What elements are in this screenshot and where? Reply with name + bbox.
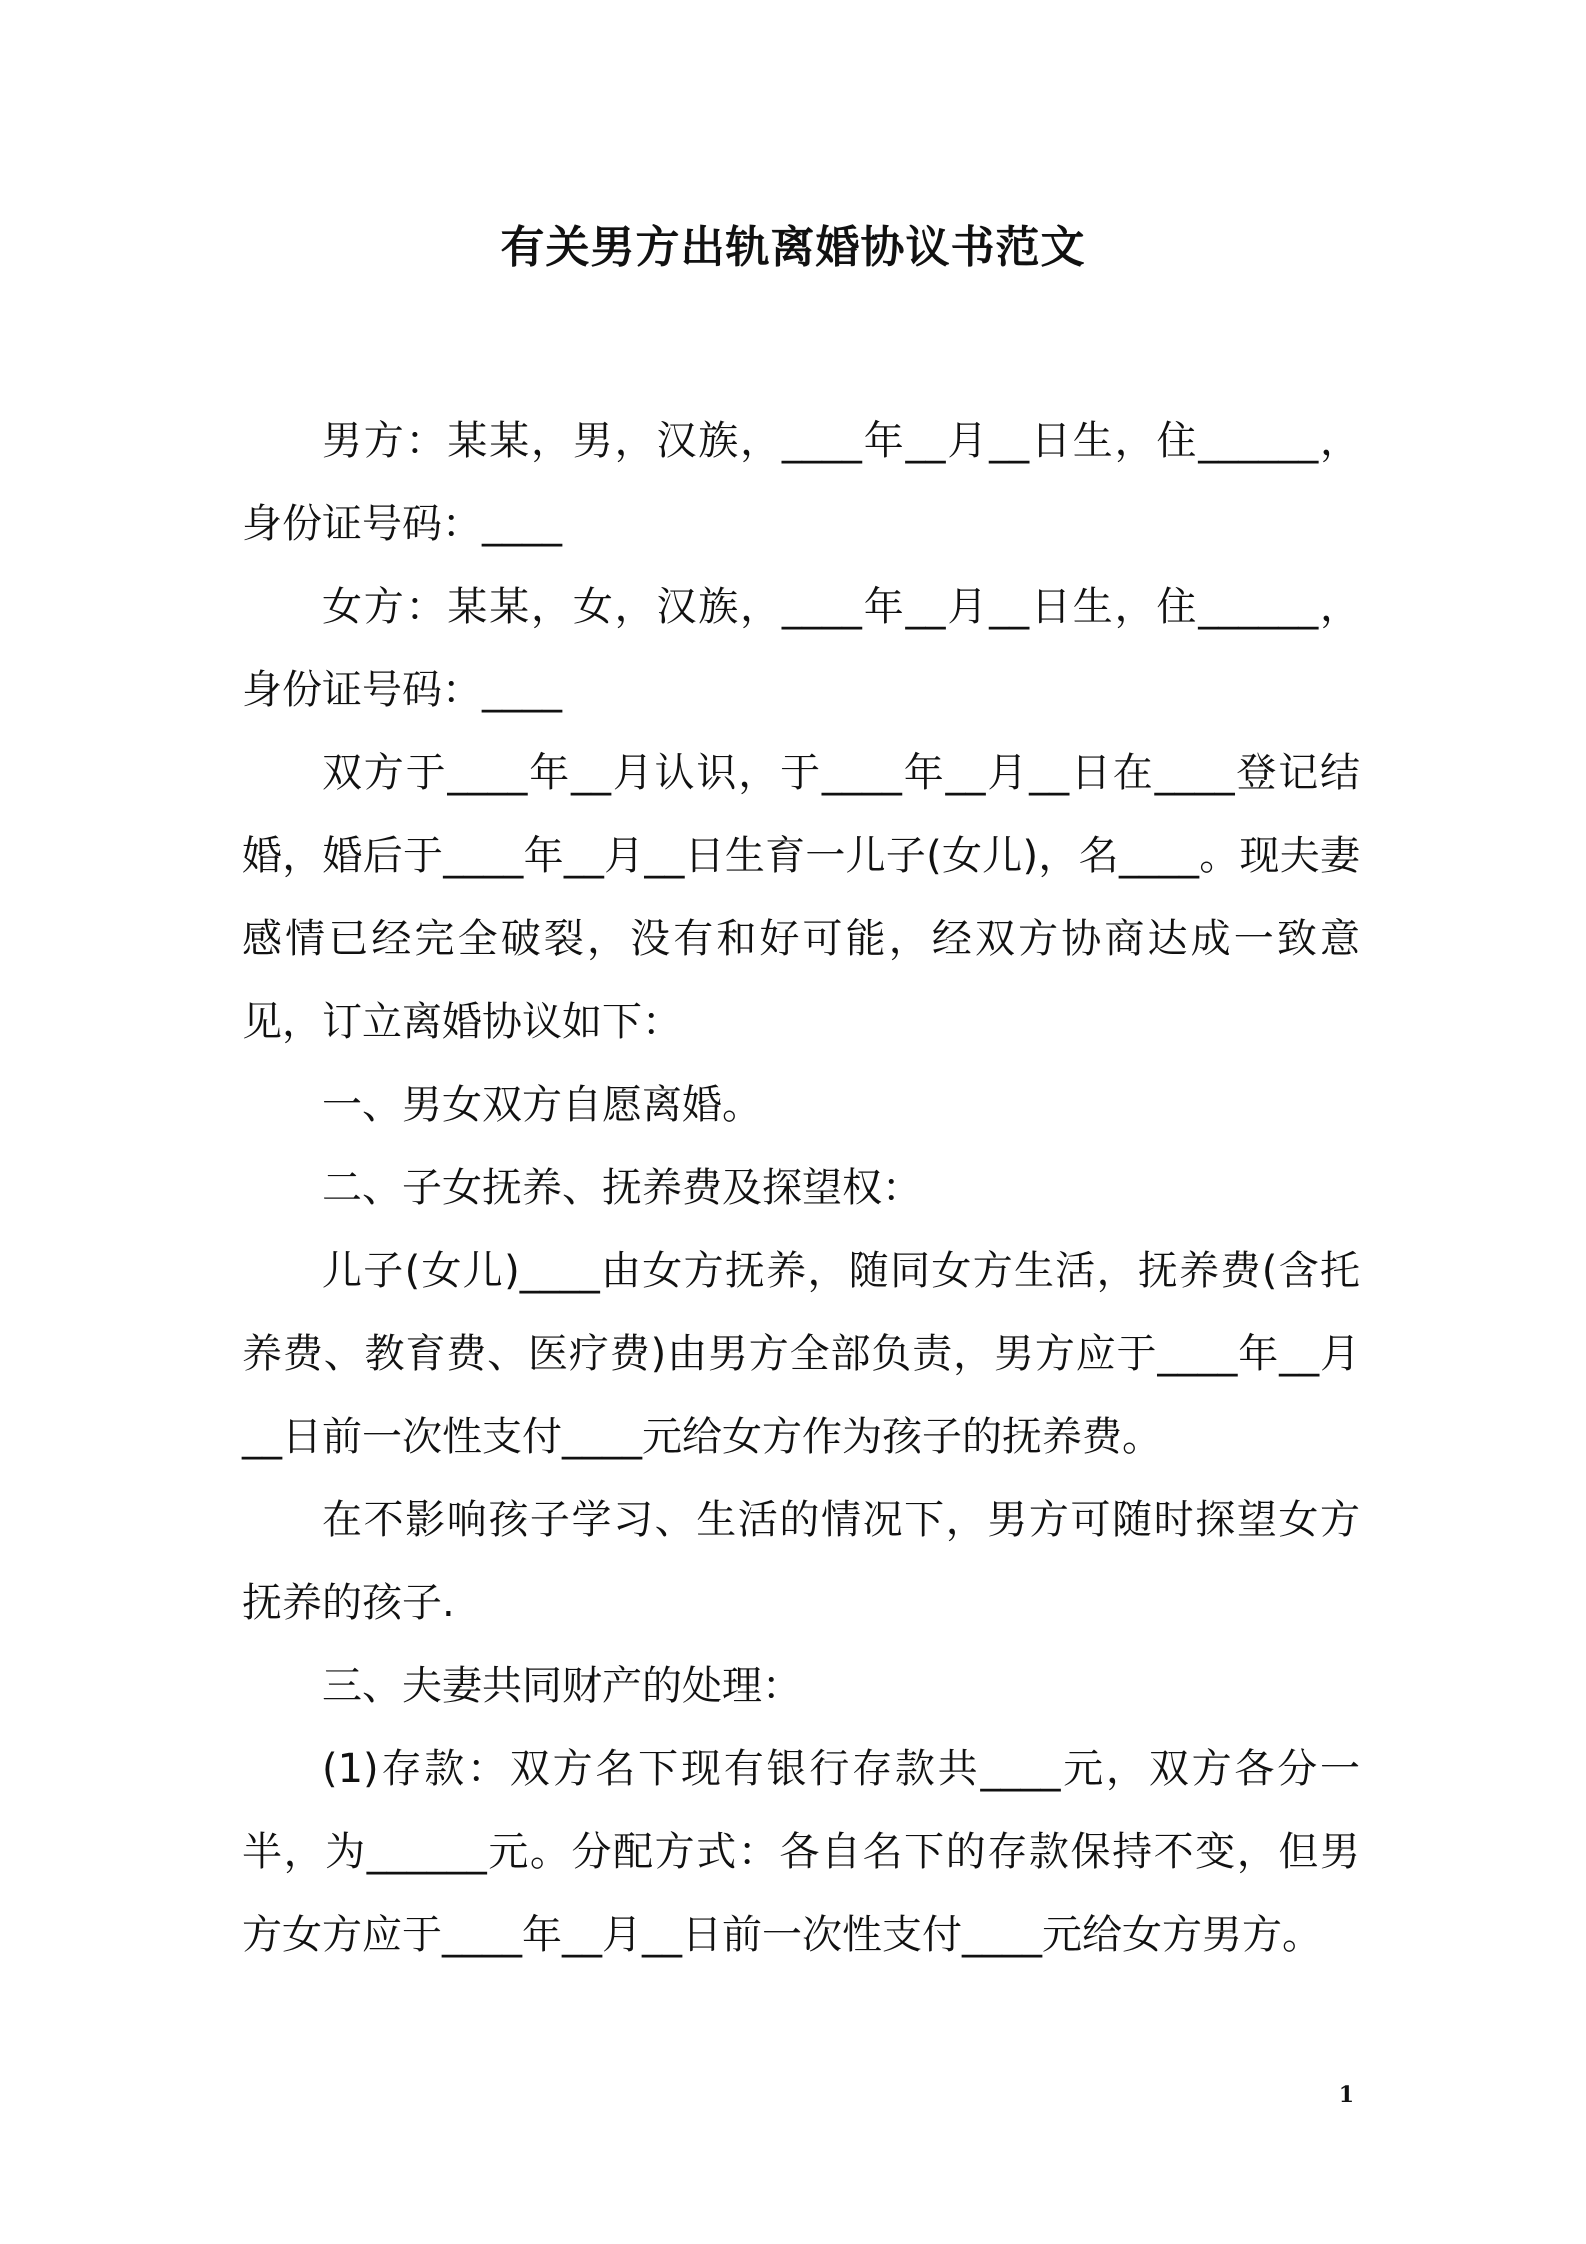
document-body bbox=[242, 400, 1360, 1977]
paragraph-male-party: 男方：某某，男，汉族，____年__月__日生，住______，身份证号码：____ bbox=[242, 418, 1360, 547]
paragraph-clause-3-heading: 三、夫妻共同财产的处理： bbox=[322, 1663, 802, 1709]
document-title: 有关男方出轨离婚协议书范文 bbox=[500, 222, 1086, 273]
paragraph-visitation: 在不影响孩子学习、生活的情况下，男方可随时探望女方抚养的孩子. bbox=[242, 1497, 1360, 1626]
paragraph-female-party: 女方：某某，女，汉族，____年__月__日生，住______，身份证号码：____ bbox=[242, 584, 1360, 713]
paragraph-child-custody: 儿子(女儿)____由女方抚养，随同女方生活，抚养费(含托养费、教育费、医疗费)由男方全部负责，男方应于____年__月__日前一次性支付____元给女方作为孩子的抚养费。 bbox=[242, 1248, 1360, 1460]
paragraph-marriage-background: 双方于____年__月认识，于____年__月__日在____登记结婚，婚后于____年__月__日生育一儿子(女儿)，名____。现夫妻感情已经完全破裂，没有和好可能，经双方协商达成一致意见，订立离婚协议如下： bbox=[242, 750, 1360, 1045]
paragraph-clause-1: 一、男女双方自愿离婚。 bbox=[322, 1082, 762, 1128]
paragraph-clause-2-heading: 二、子女抚养、抚养费及探望权： bbox=[322, 1165, 922, 1211]
paragraph-savings: (1)存款：双方名下现有银行存款共____元，双方各分一半，为______元。分配方式：各自名下的存款保持不变，但男方女方应于____年__月__日前一次性支付____元给女方男方。 bbox=[242, 1746, 1360, 1958]
page-number: 1 bbox=[1338, 2082, 1354, 2108]
